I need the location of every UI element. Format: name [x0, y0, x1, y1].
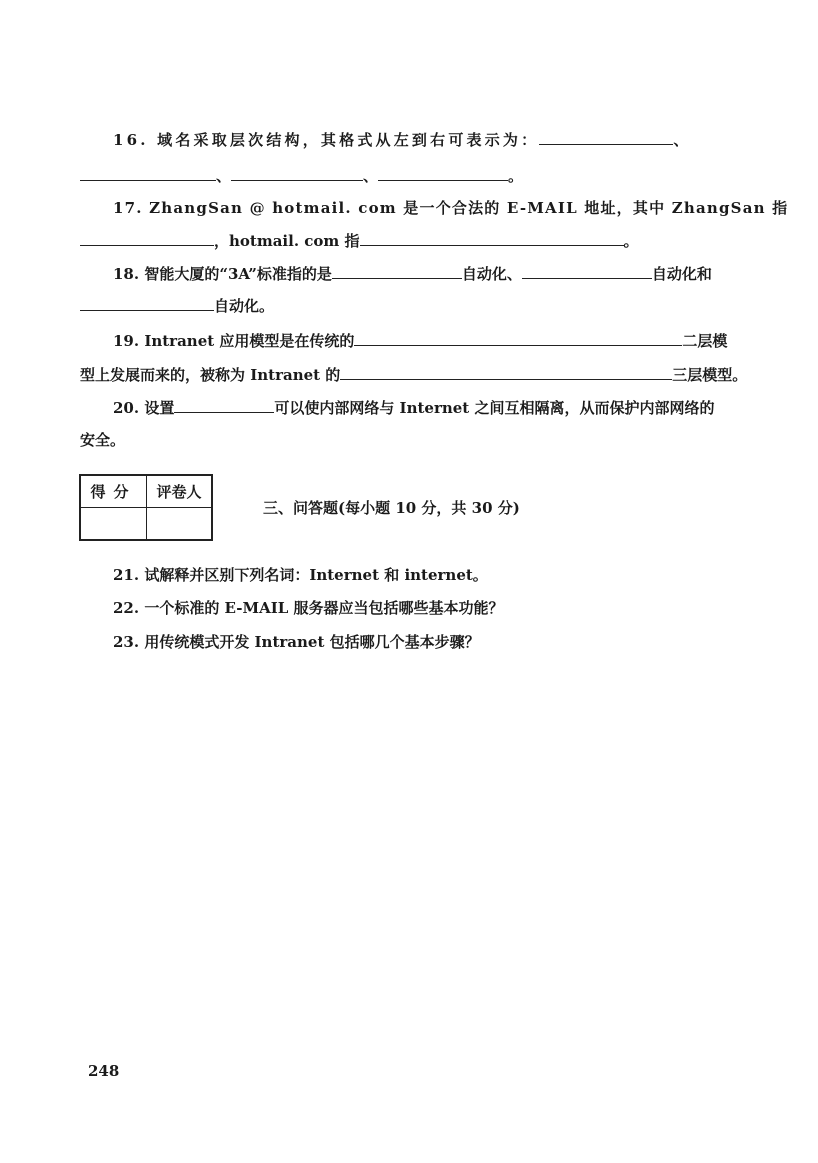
question-21-text: 21. 试解释并区别下列名词：Internet 和 internet。	[113, 566, 488, 584]
answer-blank[interactable]	[354, 331, 682, 346]
answer-blank[interactable]	[378, 166, 508, 181]
question-19-line2	[80, 365, 747, 385]
grader-cell[interactable]	[147, 508, 211, 539]
question-22	[113, 598, 504, 618]
grader-label: 评卷人	[147, 476, 211, 508]
question-23-text: 23. 用传统模式开发 Intranet 包括哪几个基本步骤？	[113, 633, 480, 651]
question-23	[113, 632, 480, 652]
separator: 、	[363, 167, 379, 185]
question-18-part3: 自动化和	[651, 265, 712, 283]
question-17	[113, 198, 788, 218]
question-19-part2: 二层模	[682, 332, 728, 350]
question-18-text: 18. 智能大厦的“3A”标准指的是	[113, 265, 332, 283]
answer-blank[interactable]	[80, 296, 214, 311]
question-17-line2	[80, 231, 639, 251]
period: 。	[623, 232, 639, 250]
question-17-mid: ，hotmail. com 指	[214, 232, 360, 250]
question-19-line2-text: 型上发展而来的，被称为 Intranet 的	[80, 366, 341, 384]
section-title-text: 三、问答题(每小题 10 分，共 30 分)	[263, 499, 520, 517]
question-20-line2-text: 安全。	[80, 431, 126, 449]
question-20-line2	[80, 430, 125, 450]
answer-blank[interactable]	[360, 231, 624, 246]
score-table	[79, 474, 213, 541]
question-17-text: 17. ZhangSan @ hotmail. com 是一个合法的 E-MAIL 地址，其中 ZhangSan 指	[113, 199, 789, 217]
answer-blank[interactable]	[340, 365, 672, 380]
page-number: 248	[88, 1062, 120, 1080]
separator: 、	[673, 131, 692, 149]
separator: 、	[216, 167, 232, 185]
question-20-text: 20. 设置	[113, 399, 175, 417]
answer-blank[interactable]	[80, 231, 214, 246]
answer-blank[interactable]	[231, 166, 363, 181]
section-title	[263, 498, 520, 518]
question-21	[113, 565, 488, 585]
question-16-line2	[80, 166, 523, 186]
question-19-part3: 三层模型。	[672, 366, 748, 384]
answer-blank[interactable]	[80, 166, 216, 181]
question-18-part4: 自动化。	[214, 297, 275, 315]
question-22-text: 22. 一个标准的 E-MAIL 服务器应当包括哪些基本功能？	[113, 599, 504, 617]
answer-blank[interactable]	[174, 398, 274, 413]
score-label: 得分	[81, 476, 147, 508]
answer-blank[interactable]	[539, 130, 673, 145]
question-19	[113, 331, 727, 351]
answer-blank[interactable]	[332, 264, 462, 279]
score-cell[interactable]	[81, 508, 147, 539]
answer-blank[interactable]	[522, 264, 652, 279]
question-16-text: 16. 域名采取层次结构，其格式从左到右可表示为：	[113, 131, 540, 149]
period: 。	[508, 167, 524, 185]
question-18	[113, 264, 712, 284]
question-19-text: 19. Intranet 应用模型是在传统的	[113, 332, 355, 350]
question-18-part2: 自动化、	[461, 265, 522, 283]
question-18-line2	[80, 296, 274, 316]
question-16	[113, 130, 692, 150]
question-20	[113, 398, 714, 418]
question-20-part2: 可以使内部网络与 Internet 之间互相隔离，从而保护内部网络的	[274, 399, 715, 417]
